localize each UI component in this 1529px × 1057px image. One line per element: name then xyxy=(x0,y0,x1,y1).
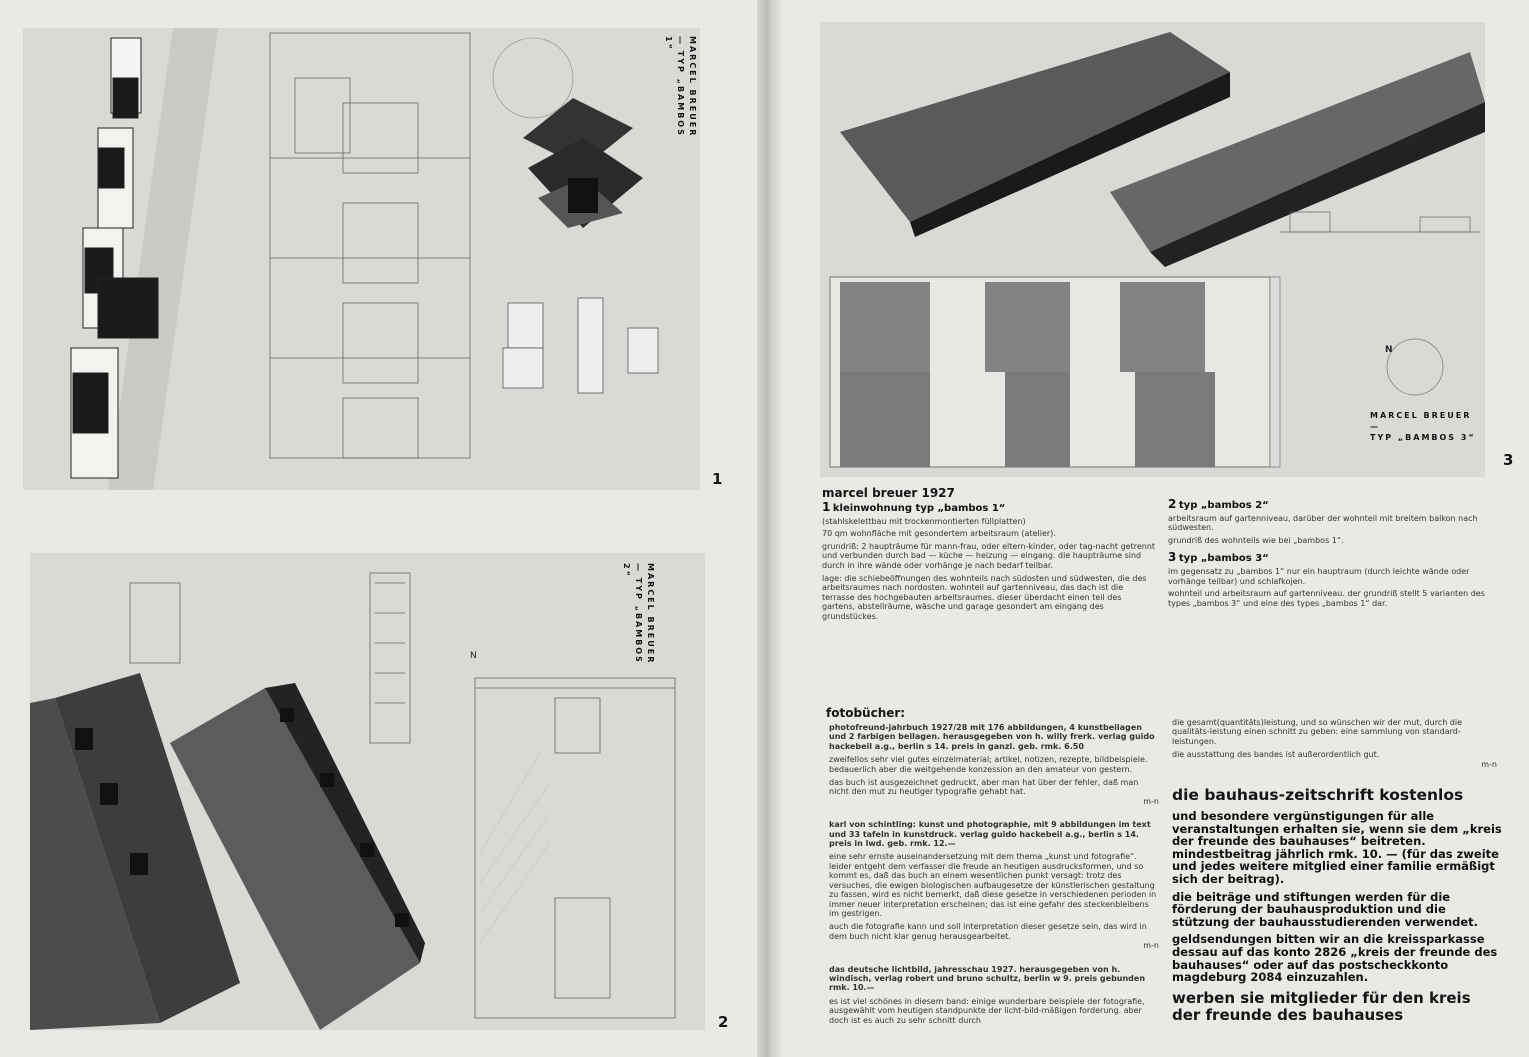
axonometric-bambos-1 xyxy=(523,98,643,228)
article-col-1 xyxy=(822,500,1157,625)
book-1-reference: photofreund-jahrbuch 1927/28 mit 176 abbildungen, 4 kunstbeilagen und 2 farbigen beilagen. herausgegeben von h. willy frerk. verlag guido hackebeil a.g., berlin s 14. preis in ganzl. geb. rmk. 6.50 xyxy=(829,723,1155,751)
plate-2-drawing xyxy=(30,553,705,1030)
announcement xyxy=(1172,786,1502,1024)
books-col-1 xyxy=(829,723,1159,1025)
book-3-review-continued: die gesamt(quantitäts)leistung, und so wünschen wir der mut, durch die qualitäts-leistung einen schnitt zu geben: eine sammlung von standard-leistungen. xyxy=(1172,718,1463,746)
section-2-p2: grundriß des wohnteils wie bei „bambos 1“. xyxy=(1168,535,1344,545)
plate-number-2: 2 xyxy=(718,1013,729,1031)
book-3-review-p2: die ausstattung des bandes ist außerordentlich gut. xyxy=(1172,750,1380,760)
book-2-review-p2: auch die fotografie kann und soll interpretation dieser gesetze sein, das wird in dem buch nicht klar genug herausgearbeitet. xyxy=(829,922,1147,941)
label-dash: — xyxy=(1370,422,1380,431)
plate-3-drawing xyxy=(820,22,1485,477)
announcement-p1: und besondere vergünstigungen für alle veranstaltungen erhalten sie, wenn sie dem „kreis der freunde des bauhauses“ beitreten. mindestbeitrag jährlich rmk. 10. — (für das zweite und jedes weitere mitglied einer familie ermäßigt sich der beitrag). xyxy=(1172,809,1502,886)
plate-2-label xyxy=(620,563,656,673)
books-col-2 xyxy=(1172,718,1497,769)
north-circle xyxy=(1387,339,1443,395)
site-plan-circle xyxy=(493,38,573,118)
announcement-p2: die beiträge und stiftungen werden für die förderung der bauhausproduktion und die stützung der bauhausstudierenden verwendet. xyxy=(1172,889,1479,929)
plate-1-label xyxy=(662,36,698,146)
book-3-signature: m-n xyxy=(1481,759,1497,769)
book-1-review-p2: das buch ist ausgezeichnet gedruckt, aber man hat über der fehler, daß man nicht den mut zu heutiger typografie gehabt hat. xyxy=(829,778,1139,797)
plate-1-drawing xyxy=(23,28,700,490)
label-name: MARCEL BREUER xyxy=(1370,411,1472,420)
plate-number-1: 1 xyxy=(712,470,723,488)
section-3-title: typ „bambos 3“ xyxy=(1178,553,1269,565)
section-1-p3: grundriß: 2 haupträume für mann-frau, oder eltern-kinder, oder tag-nacht getrennt und verbunden durch bad — küche — heizung — eingang. die haupträume sind durch in ihre wände oder vorhänge je nach bedarf teilbar. xyxy=(822,541,1156,570)
label-dash: — xyxy=(634,563,643,573)
book-1-signature: m-n xyxy=(1143,796,1159,806)
book-3-review-p1: es ist viel schönes in diesem band: einige wunderbare beispiele der fotografie, ausgewählt vom heutigen standpunkte der licht-bild-mäßigen forderung. aber doch ist es auch zu sehr schnitt durch xyxy=(829,996,1145,1025)
plate-2-bambos-2 xyxy=(30,553,705,1030)
section-3-num: 3 xyxy=(1168,550,1177,565)
article-col-2 xyxy=(1168,497,1498,611)
book-2-reference: karl von schintling: kunst und photographie, mit 9 abbildungen im text und 33 tafeln in kunstdruck. verlag guido hackebeil a.g., berlin s 14. preis in lwd. geb. rmk. 12.— xyxy=(829,820,1151,849)
north-mark-3: N xyxy=(1385,345,1393,355)
books-heading: fotobücher: xyxy=(826,706,906,720)
north-mark-2: N xyxy=(470,651,477,661)
book-2-signature: m-n xyxy=(1143,941,1159,951)
section-2-p1: arbeitsraum auf gartenniveau, darüber der wohnteil mit breitem balkon nach südwesten. xyxy=(1168,513,1478,533)
label-dash: — xyxy=(676,36,685,46)
section-3-p2: wohnteil und arbeitsraum auf gartenniveau. der grundriß stellt 5 varianten des types „bambos 3“ und eine des types „bambos 1“ dar. xyxy=(1168,589,1485,608)
section-1-num: 1 xyxy=(822,500,831,514)
label-type: TYP „BAMBOS 2“ xyxy=(622,563,643,664)
label-type: TYP „BAMBOS 1“ xyxy=(664,36,685,137)
plate-1-bambos-1 xyxy=(23,28,700,490)
section-1-p4: lage: die schiebeöffnungen des wohnteils nach südosten und südwesten, die des arbeitsraumes nach nordosten. wohnteil auf gartenniveau, das dach ist die terrasse des hochgebauten arbeitsraumes. dieser überdacht einen teil des gartens, abstellräume, wäsche und garage gesondert am eingang des grundstückes. xyxy=(822,573,1147,621)
announcement-headline: die bauhaus-zeitschrift kostenlos xyxy=(1172,786,1464,804)
book-2-review-p1: eine sehr ernste auseinandersetzung mit dem thema „kunst und fotografie“. leider entgeht dem verfasser die freude an heutigen ausdrucksformen, und so kommt es, daß das buch an einem wesentlichen punkt versagt: trotz des versuches, die ewigen biologischen aufbaugesetze der künstlerischen gestaltung zu fassen, wird es nicht bemerkt, daß diese gesetze in verschiedenen perioden in immer neuer interpretation erscheinen; das ist eine gefahr des steckenbleibens im gestrigen. xyxy=(829,852,1157,918)
section-2-num: 2 xyxy=(1168,497,1177,511)
section-2-title: typ „bambos 2“ xyxy=(1178,500,1269,511)
announcement-p3: geldsendungen bitten wir an die kreissparkasse dessau auf das konto 2826 „kreis der freunde des bauhauses“ oder auf das postscheckkonto magdeburg 2084 einzuzahlen. xyxy=(1172,932,1498,985)
label-type: TYP „BAMBOS 3“ xyxy=(1370,433,1476,442)
label-name: MARCEL BREUER xyxy=(688,36,697,138)
section-1-p2: 70 qm wohnfläche mit gesondertem arbeitsraum (atelier). xyxy=(822,529,1056,539)
page-gutter xyxy=(757,0,781,1057)
plate-3-bambos-3 xyxy=(820,22,1485,477)
plate-3-label xyxy=(1370,410,1476,443)
book-1-review-p1: zweifellos sehr viel gutes einzelmaterial; artikel, notizen, rezepte, bildbeispiele. bedauerlich aber die weitgehende konzession an den amateur von gestern. xyxy=(829,755,1148,774)
article-title: marcel breuer 1927 xyxy=(822,486,955,500)
section-3-p1: im gegensatz zu „bambos 1“ nur ein hauptraum (durch leichte wände oder vorhänge teilbar) und schlafkojen. xyxy=(1168,566,1470,586)
plate-number-3: 3 xyxy=(1503,451,1514,469)
label-name: MARCEL BREUER xyxy=(646,563,655,665)
announcement-closing: werben sie mitglieder für den kreis der freunde des bauhauses xyxy=(1172,988,1471,1024)
section-1-p1: (stahlskelettbau mit trockenmontierten füllplatten) xyxy=(822,516,1026,526)
book-3-reference: das deutsche lichtbild, jahresschau 1927. herausgegeben von h. windisch, verlag robert und bruno schultz, berlin w 9. preis gebunden rmk. 10.— xyxy=(829,964,1146,993)
plan-strip xyxy=(830,277,1280,467)
section-1-title: kleinwohnung typ „bambos 1“ xyxy=(832,503,1006,514)
